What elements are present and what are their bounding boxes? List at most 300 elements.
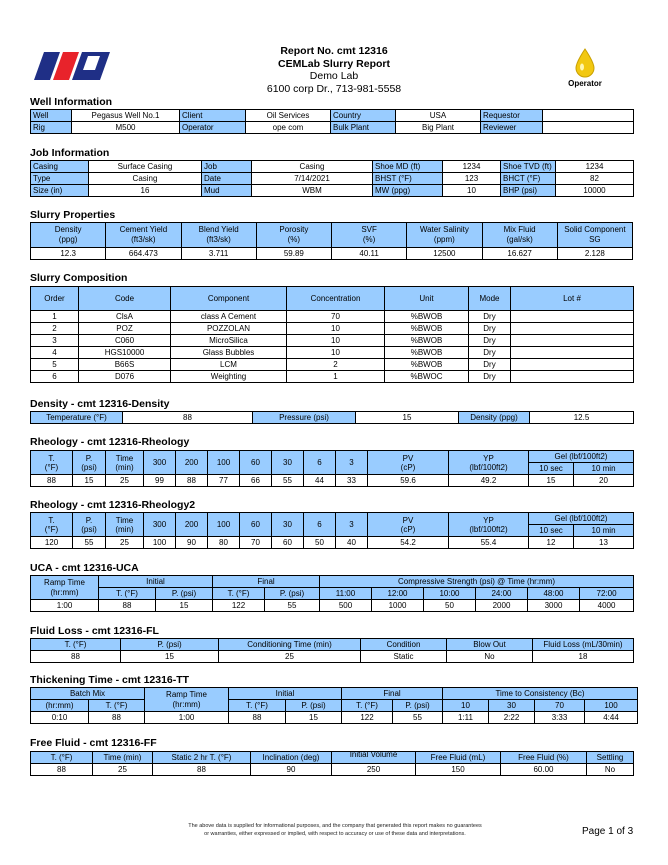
- table-cell: 150: [416, 764, 501, 776]
- table-cell: 80: [208, 537, 240, 549]
- column-header: Concentration: [287, 287, 385, 311]
- table-cell: MicroSilica: [171, 335, 287, 347]
- table-cell: 4:44: [585, 712, 638, 724]
- header-line: SG: [589, 235, 601, 244]
- table-cell: 15: [529, 475, 574, 487]
- table-cell: 1:11: [443, 712, 489, 724]
- table-cell: 10: [287, 323, 385, 335]
- column-header: [31, 576, 99, 600]
- table-cell: Dry: [469, 359, 511, 371]
- table-row: [31, 122, 634, 134]
- column-header: [181, 223, 256, 248]
- column-header: 3: [336, 451, 368, 475]
- table-cell: 100: [144, 537, 176, 549]
- table-cell: 122: [342, 712, 393, 724]
- table-cell: 60.00: [501, 764, 587, 776]
- column-header: 300: [144, 513, 176, 537]
- header-line: (cP): [400, 462, 416, 472]
- table-cell: HGS10000: [79, 347, 171, 359]
- table-header-row: [31, 700, 638, 712]
- section-title-thickening-time: Thickening Time - cmt 12316-TT: [30, 674, 190, 686]
- table-cell: 88: [229, 712, 286, 724]
- column-header: Gel (lbf/100ft2): [529, 513, 634, 525]
- column-header: Blow Out: [447, 639, 533, 651]
- disclaimer-line: or warranties, either expressed or implied, with respect to accuracy or use of these data and interpretations.: [204, 831, 466, 837]
- section-title-job-info: Job Information: [30, 147, 110, 159]
- table-cell: 25: [219, 651, 361, 663]
- column-header: P. (psi): [156, 588, 213, 600]
- column-header: 30: [489, 700, 535, 712]
- table-cell: BHCT (°F): [501, 173, 556, 185]
- table-cell: Shoe TVD (ft): [501, 161, 556, 173]
- column-header: Order: [31, 287, 79, 311]
- table-cell: Mud: [202, 185, 252, 197]
- column-header: [256, 223, 331, 248]
- table-cell: 88: [153, 764, 251, 776]
- table-cell: 55: [393, 712, 443, 724]
- column-header: [145, 688, 229, 712]
- column-header: [407, 223, 482, 248]
- uca-table: [30, 575, 634, 612]
- table-cell: %BWOB: [385, 311, 469, 323]
- section-title-rheology-1: Rheology - cmt 12316-Rheology: [30, 436, 190, 448]
- free-fluid-table: [30, 751, 634, 776]
- job-info-table: [30, 160, 634, 197]
- column-header: [482, 223, 557, 248]
- table-cell: 4000: [580, 600, 634, 612]
- header-line: Blend Yield: [198, 225, 239, 234]
- table-cell: Glass Bubbles: [171, 347, 287, 359]
- table-cell: 2000: [476, 600, 528, 612]
- table-cell: Oil Services: [246, 110, 331, 122]
- table-cell: 1:00: [31, 600, 99, 612]
- slurry-properties-table: [30, 222, 633, 260]
- column-header: 60: [240, 513, 272, 537]
- table-cell: Casing: [252, 161, 373, 173]
- table-cell: 49.2: [449, 475, 529, 487]
- table-cell: Client: [180, 110, 246, 122]
- table-row: [31, 359, 634, 371]
- column-header: 12:00: [372, 588, 424, 600]
- report-header: [200, 45, 468, 95]
- table-row: [31, 537, 634, 549]
- table-cell: 55.4: [449, 537, 529, 549]
- header-line: (gal/sk): [506, 235, 533, 244]
- table-cell: M500: [72, 122, 180, 134]
- table-cell: %BWOB: [385, 323, 469, 335]
- table-cell: %BWOC: [385, 371, 469, 383]
- column-header: 100: [585, 700, 638, 712]
- column-header: P. (psi): [121, 639, 219, 651]
- column-header: Conditioning Time (min): [219, 639, 361, 651]
- column-header: 10 min: [574, 463, 634, 475]
- table-cell: POZZOLAN: [171, 323, 287, 335]
- column-header: [332, 223, 407, 248]
- column-header: [106, 223, 181, 248]
- table-cell: 10: [287, 347, 385, 359]
- column-header: (hr:mm): [31, 700, 89, 712]
- column-header: [73, 451, 106, 475]
- page-number: Page 1 of 3: [582, 826, 634, 837]
- table-cell: 2:22: [489, 712, 535, 724]
- table-cell: Size (in): [31, 185, 89, 197]
- table-cell: 0:10: [31, 712, 89, 724]
- column-header: Gel (lbf/100ft2): [529, 451, 634, 463]
- column-header: T. (°F): [31, 752, 93, 764]
- section-title-uca: UCA - cmt 12316-UCA: [30, 562, 139, 574]
- table-cell: No: [447, 651, 533, 663]
- column-header: 200: [176, 513, 208, 537]
- table-cell: 2: [287, 359, 385, 371]
- table-cell: Rig: [31, 122, 72, 134]
- table-cell: 40: [336, 537, 368, 549]
- table-cell: Density (ppg): [459, 412, 530, 424]
- table-cell: Weighting: [171, 371, 287, 383]
- column-header: 10:00: [424, 588, 476, 600]
- header-line: Ramp Time: [166, 689, 207, 699]
- table-cell: 18: [533, 651, 634, 663]
- column-header: Free Fluid (%): [501, 752, 587, 764]
- table-cell: Pegasus Well No.1: [72, 110, 180, 122]
- table-cell: POZ: [79, 323, 171, 335]
- table-cell: 59.89: [256, 248, 331, 260]
- table-cell: Well: [31, 110, 72, 122]
- table-row: [31, 347, 634, 359]
- column-header: 11:00: [320, 588, 372, 600]
- column-header: T. (°F): [213, 588, 265, 600]
- column-header: Lot #: [511, 287, 634, 311]
- table-cell: 12: [529, 537, 574, 549]
- column-header: [31, 513, 73, 537]
- column-header: 10: [443, 700, 489, 712]
- table-cell: 88: [31, 764, 93, 776]
- table-row: [31, 161, 634, 173]
- table-row: [31, 335, 634, 347]
- table-cell: Pressure (psi): [253, 412, 356, 424]
- table-cell: 88: [176, 475, 208, 487]
- column-header: T. (°F): [89, 700, 145, 712]
- table-cell: 15: [356, 412, 459, 424]
- column-header: T. (°F): [31, 639, 121, 651]
- header-line: (cP): [400, 524, 416, 534]
- table-cell: 59.6: [368, 475, 449, 487]
- table-header-row: [31, 451, 634, 463]
- column-header: [106, 513, 144, 537]
- column-header: 6: [304, 451, 336, 475]
- column-header: [368, 451, 449, 475]
- table-cell: 1: [287, 371, 385, 383]
- oil-drop-icon: [574, 48, 596, 78]
- slurry-composition-table: [30, 286, 634, 383]
- table-cell: 90: [251, 764, 332, 776]
- header-line: PV: [402, 515, 414, 525]
- table-cell: 50: [304, 537, 336, 549]
- table-cell: 500: [320, 600, 372, 612]
- table-cell: 88: [89, 712, 145, 724]
- table-row: [31, 323, 634, 335]
- table-cell: Operator: [180, 122, 246, 134]
- table-row: [31, 110, 634, 122]
- table-cell: 33: [336, 475, 368, 487]
- column-header: [31, 451, 73, 475]
- header-line: (ft3/sk): [206, 235, 231, 244]
- well-info-table: [30, 109, 634, 134]
- table-cell: 12.5: [530, 412, 634, 424]
- column-header: Condition: [361, 639, 447, 651]
- section-title-fluid-loss: Fluid Loss - cmt 12316-FL: [30, 625, 159, 637]
- table-cell: 10: [443, 185, 501, 197]
- section-title-free-fluid: Free Fluid - cmt 12316-FF: [30, 737, 157, 749]
- table-cell: 88: [99, 600, 156, 612]
- column-header: 100: [208, 451, 240, 475]
- table-cell: 1000: [372, 600, 424, 612]
- header-line: Time: [115, 515, 134, 525]
- table-cell: Reviewer: [481, 122, 543, 134]
- table-cell: 15: [121, 651, 219, 663]
- disclaimer-line: The above data is supplied for informational purposes, and the company that generated this report makes no guarantees: [188, 823, 482, 829]
- table-cell: Dry: [469, 347, 511, 359]
- header-line: Density: [54, 225, 82, 234]
- section-title-well-info: Well Information: [30, 96, 113, 108]
- header-line: Ramp Time: [44, 577, 85, 587]
- table-cell: Casing: [89, 173, 202, 185]
- column-header: P. (psi): [265, 588, 320, 600]
- header-line: P.: [85, 453, 93, 463]
- column-header: [31, 223, 106, 248]
- table-cell: 12500: [407, 248, 482, 260]
- table-cell: 25: [106, 537, 144, 549]
- table-cell: 10: [287, 335, 385, 347]
- column-header: 3: [336, 513, 368, 537]
- table-cell: 123: [443, 173, 501, 185]
- table-cell: 15: [73, 475, 106, 487]
- table-cell: Shoe MD (ft): [373, 161, 443, 173]
- table-cell: 25: [93, 764, 153, 776]
- table-cell: C060: [79, 335, 171, 347]
- column-header: P. (psi): [393, 700, 443, 712]
- column-header: Time to Consistency (Bc): [443, 688, 638, 700]
- table-cell: Dry: [469, 323, 511, 335]
- header-line: (min): [115, 524, 134, 534]
- table-cell: %BWOB: [385, 347, 469, 359]
- table-cell: 3.711: [181, 248, 256, 260]
- section-title-slurry-properties: Slurry Properties: [30, 209, 116, 221]
- header-line: YP: [483, 515, 494, 525]
- table-cell: 250: [332, 764, 416, 776]
- column-header: Component: [171, 287, 287, 311]
- table-cell: 77: [208, 475, 240, 487]
- header-line: P.: [85, 515, 93, 525]
- column-header: [73, 513, 106, 537]
- table-cell: LCM: [171, 359, 287, 371]
- column-header: T. (°F): [342, 700, 393, 712]
- table-cell: 44: [304, 475, 336, 487]
- thickening-time-table: [30, 687, 638, 724]
- table-cell: 6: [31, 371, 79, 383]
- table-cell: 7/14/2021: [252, 173, 373, 185]
- table-cell: 2.128: [557, 248, 632, 260]
- table-cell: [511, 335, 634, 347]
- column-header: Code: [79, 287, 171, 311]
- table-cell: 15: [286, 712, 342, 724]
- section-title-density: Density - cmt 12316-Density: [30, 398, 170, 410]
- header-line: (lbf/100ft2): [469, 462, 508, 472]
- column-header: 30: [272, 451, 304, 475]
- column-header: Initial: [229, 688, 342, 700]
- header-line: Cement Yield: [119, 225, 168, 234]
- table-cell: 88: [123, 412, 253, 424]
- table-cell: Big Plant: [396, 122, 481, 134]
- section-title-rheology-2: Rheology - cmt 12316-Rheology2: [30, 499, 196, 511]
- disclaimer: [140, 822, 530, 838]
- header-line: (lbf/100ft2): [469, 524, 508, 534]
- table-cell: 4: [31, 347, 79, 359]
- table-cell: 70: [240, 537, 272, 549]
- header-line: (ft3/sk): [131, 235, 156, 244]
- table-cell: 120: [31, 537, 73, 549]
- table-cell: 82: [556, 173, 634, 185]
- column-header: Compressive Strength (psi) @ Time (hr:mm): [320, 576, 634, 588]
- table-cell: 3000: [528, 600, 580, 612]
- table-cell: 13: [574, 537, 634, 549]
- table-cell: BHST (°F): [373, 173, 443, 185]
- table-row: [31, 248, 633, 260]
- table-cell: 12.3: [31, 248, 106, 260]
- column-header: [368, 513, 449, 537]
- column-header: [557, 223, 632, 248]
- column-header: Batch Mix: [31, 688, 145, 700]
- table-cell: class A Cement: [171, 311, 287, 323]
- header-line: (%): [362, 235, 376, 244]
- column-header: Final: [342, 688, 443, 700]
- column-header: [449, 451, 529, 475]
- column-header: 48:00: [528, 588, 580, 600]
- table-row: [31, 371, 634, 383]
- table-cell: 50: [424, 600, 476, 612]
- section-title-slurry-composition: Slurry Composition: [30, 272, 128, 284]
- header-line: (ppm): [433, 235, 455, 244]
- header-line: Mix Fluid: [503, 225, 536, 234]
- table-cell: 1:00: [145, 712, 229, 724]
- table-cell: WBM: [252, 185, 373, 197]
- table-cell: 3: [31, 335, 79, 347]
- column-header: 30: [272, 513, 304, 537]
- column-header: Final: [213, 576, 320, 588]
- table-row: [31, 311, 634, 323]
- header-line: (ppg): [58, 235, 78, 244]
- header-line: (min): [115, 462, 134, 472]
- column-header: Fluid Loss (mL/30min): [533, 639, 634, 651]
- fluid-loss-table: [30, 638, 634, 663]
- column-header: Unit: [385, 287, 469, 311]
- table-cell: %BWOB: [385, 359, 469, 371]
- table-header-row: [31, 287, 634, 311]
- company-logo: [30, 50, 112, 82]
- column-header: Inclination (deg): [251, 752, 332, 764]
- table-cell: 70: [287, 311, 385, 323]
- table-cell: [511, 311, 634, 323]
- table-cell: MW (ppg): [373, 185, 443, 197]
- table-cell: [543, 122, 634, 134]
- lab-name: Demo Lab: [309, 70, 359, 82]
- table-header-row: [31, 688, 638, 700]
- table-cell: 122: [213, 600, 265, 612]
- column-header: [449, 513, 529, 537]
- column-header: 200: [176, 451, 208, 475]
- header-line: Porosity: [279, 225, 309, 234]
- column-header: T. (°F): [99, 588, 156, 600]
- table-cell: 3:33: [535, 712, 585, 724]
- table-cell: Casing: [31, 161, 89, 173]
- table-cell: 1: [31, 311, 79, 323]
- table-cell: 16: [89, 185, 202, 197]
- operator-logo: [560, 48, 610, 92]
- table-cell: 1234: [443, 161, 501, 173]
- header-line: Water Salinity: [419, 225, 469, 234]
- table-cell: Country: [331, 110, 396, 122]
- table-cell: No: [587, 764, 634, 776]
- table-cell: Static: [361, 651, 447, 663]
- table-row: [31, 412, 634, 424]
- table-cell: 88: [31, 651, 121, 663]
- table-cell: Surface Casing: [89, 161, 202, 173]
- table-row: [31, 651, 634, 663]
- rheology-1-table: [30, 450, 634, 487]
- table-cell: 60: [272, 537, 304, 549]
- table-row: [31, 173, 634, 185]
- table-cell: %BWOB: [385, 335, 469, 347]
- table-cell: Temperature (°F): [31, 412, 123, 424]
- column-header: T. (°F): [229, 700, 286, 712]
- table-header-row: [31, 639, 634, 651]
- lab-address: 6100 corp Dr., 713-981-5558: [266, 82, 402, 95]
- table-row: [31, 600, 634, 612]
- column-header: Settling: [587, 752, 634, 764]
- density-table: [30, 411, 634, 424]
- header-line: (°F): [44, 462, 59, 472]
- table-cell: 40.11: [332, 248, 407, 260]
- header-line: T.: [48, 453, 55, 463]
- table-header-row: [31, 513, 634, 525]
- column-header: Initial Volume: [332, 752, 416, 764]
- column-header: 300: [144, 451, 176, 475]
- column-header: 6: [304, 513, 336, 537]
- table-header-row: [31, 752, 634, 764]
- table-cell: B66S: [79, 359, 171, 371]
- table-cell: ope com: [246, 122, 331, 134]
- header-line: (hr:mm): [50, 587, 79, 597]
- table-cell: Dry: [469, 371, 511, 383]
- table-cell: Dry: [469, 335, 511, 347]
- table-cell: 88: [31, 475, 73, 487]
- report-number: Report No. cmt 12316: [280, 45, 388, 57]
- table-cell: 99: [144, 475, 176, 487]
- header-line: PV: [402, 453, 414, 463]
- table-cell: Type: [31, 173, 89, 185]
- table-cell: D076: [79, 371, 171, 383]
- header-line: (psi): [81, 524, 97, 534]
- table-header-row: [31, 588, 634, 600]
- table-cell: [511, 323, 634, 335]
- header-line: (°F): [44, 524, 59, 534]
- header-line: (%): [287, 235, 301, 244]
- table-cell: [543, 110, 634, 122]
- column-header: 100: [208, 513, 240, 537]
- header-line: Time: [115, 453, 134, 463]
- column-header: 70: [535, 700, 585, 712]
- column-header: 24:00: [476, 588, 528, 600]
- column-header: 72:00: [580, 588, 634, 600]
